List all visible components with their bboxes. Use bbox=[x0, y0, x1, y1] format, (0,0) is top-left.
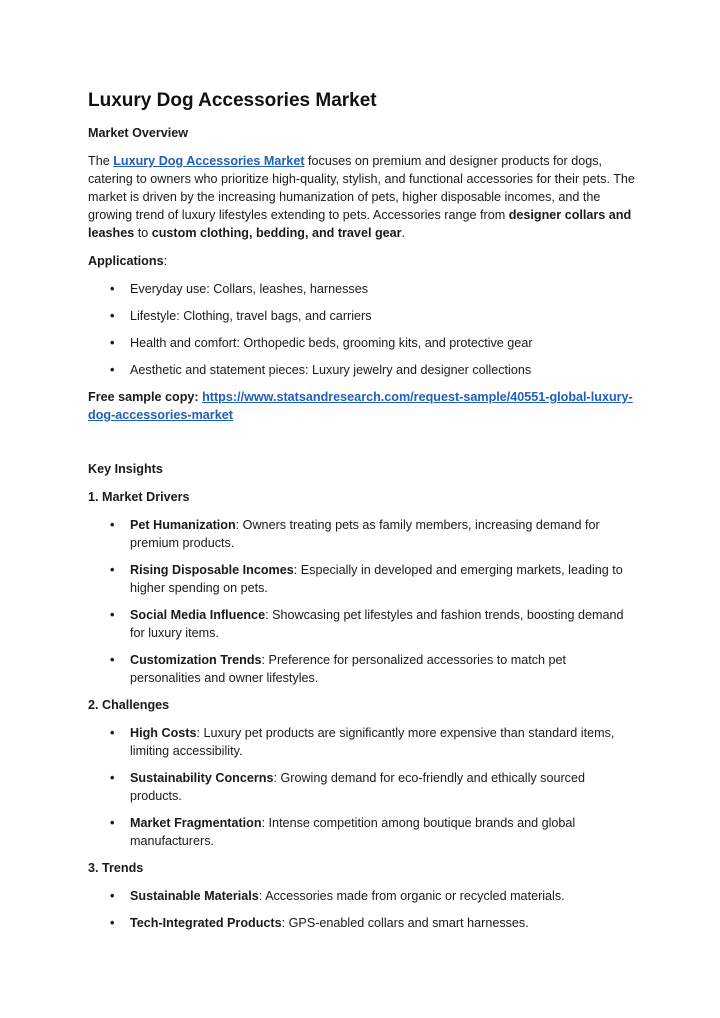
item-term: Customization Trends bbox=[130, 653, 262, 667]
list-item bbox=[88, 334, 640, 352]
document-page bbox=[88, 88, 640, 941]
challenges-heading: 2. Challenges bbox=[88, 698, 170, 712]
application-text: Everyday use: Collars, leashes, harnesses bbox=[130, 282, 368, 296]
sample-label: Free sample copy: bbox=[88, 390, 203, 404]
bullet: • bbox=[110, 726, 115, 740]
bullet: • bbox=[110, 282, 115, 296]
item-term: Sustainable Materials bbox=[130, 889, 259, 903]
list-item bbox=[88, 516, 640, 552]
page-title: Luxury Dog Accessories Market bbox=[88, 90, 377, 111]
application-text: Health and comfort: Orthopedic beds, grooming kits, and protective gear bbox=[130, 336, 533, 350]
bullet: • bbox=[110, 916, 115, 930]
bullet: • bbox=[110, 653, 115, 667]
sample-link[interactable]: https://www.statsandresearch.com/request-sample/40551-global-luxury-dog-accessories-market bbox=[88, 390, 633, 422]
list-item bbox=[88, 887, 640, 905]
drivers-list bbox=[88, 516, 640, 687]
overview-end: . bbox=[401, 226, 406, 240]
overview-bold-clothing: custom clothing, bedding, and travel gear bbox=[151, 226, 402, 240]
list-item bbox=[88, 561, 640, 597]
overview-intro-prefix: The bbox=[88, 154, 114, 168]
list-item bbox=[88, 769, 640, 805]
item-text: : Owners treating pets as family members, increasing demand for premium products. bbox=[130, 518, 600, 550]
bullet: • bbox=[110, 608, 115, 622]
item-text: : Growing demand for eco-friendly and ethically sourced products. bbox=[130, 771, 585, 803]
list-item bbox=[88, 651, 640, 687]
item-text: : Showcasing pet lifestyles and fashion trends, boosting demand for luxury items. bbox=[130, 608, 624, 640]
trends-list bbox=[88, 887, 640, 932]
list-item bbox=[88, 914, 640, 932]
item-term: Pet Humanization bbox=[130, 518, 236, 532]
bullet: • bbox=[110, 336, 115, 350]
applications-colon: : bbox=[163, 254, 168, 268]
market-link[interactable]: Luxury Dog Accessories Market bbox=[113, 154, 305, 168]
item-text: : Intense competition among boutique brands and global manufacturers. bbox=[130, 816, 576, 848]
item-term: Rising Disposable Incomes bbox=[130, 563, 294, 577]
sample-line bbox=[88, 388, 640, 424]
item-text: : Luxury pet products are significantly more expensive than standard items, limiting accessibility. bbox=[130, 726, 615, 758]
spacer bbox=[88, 434, 640, 460]
item-term: High Costs bbox=[130, 726, 197, 740]
list-item bbox=[88, 814, 640, 850]
drivers-heading: 1. Market Drivers bbox=[88, 490, 190, 504]
applications-heading-line bbox=[88, 252, 640, 270]
bullet: • bbox=[110, 889, 115, 903]
applications-heading: Applications bbox=[88, 254, 164, 268]
challenges-list bbox=[88, 724, 640, 850]
applications-list bbox=[88, 280, 640, 379]
bullet: • bbox=[110, 563, 115, 577]
list-item bbox=[88, 724, 640, 760]
trends-heading: 3. Trends bbox=[88, 861, 144, 875]
overview-bold-collars: designer collars and leashes bbox=[88, 208, 632, 240]
bullet: • bbox=[110, 771, 115, 785]
overview-heading: Market Overview bbox=[88, 126, 189, 140]
application-text: Aesthetic and statement pieces: Luxury jewelry and designer collections bbox=[130, 363, 532, 377]
item-text: : GPS-enabled collars and smart harnesses. bbox=[281, 916, 529, 930]
application-text: Lifestyle: Clothing, travel bags, and carriers bbox=[130, 309, 372, 323]
item-term: Market Fragmentation bbox=[130, 816, 262, 830]
item-term: Tech-Integrated Products bbox=[130, 916, 282, 930]
list-item bbox=[88, 280, 640, 298]
overview-intro-text: focuses on premium and designer products for dogs, catering to owners who prioritize high-quality, stylish, and functional accessories for their pets. The market is driven by the increasing humanization of pets, higher disposable incomes, and the growing trend of luxury lifestyles extending to pets. Accessories range from bbox=[88, 154, 635, 222]
bullet: • bbox=[110, 816, 115, 830]
item-text: : Accessories made from organic or recycled materials. bbox=[258, 889, 565, 903]
insights-heading: Key Insights bbox=[88, 462, 163, 476]
bullet: • bbox=[110, 309, 115, 323]
list-item bbox=[88, 307, 640, 325]
bullet: • bbox=[110, 518, 115, 532]
overview-paragraph bbox=[88, 152, 640, 242]
item-term: Social Media Influence bbox=[130, 608, 266, 622]
list-item bbox=[88, 361, 640, 379]
item-text: : Preference for personalized accessories to match pet personalities and owner lifestyles. bbox=[130, 653, 567, 685]
item-term: Sustainability Concerns bbox=[130, 771, 274, 785]
list-item bbox=[88, 606, 640, 642]
bullet: • bbox=[110, 363, 115, 377]
overview-connector: to bbox=[134, 226, 152, 240]
item-text: : Especially in developed and emerging markets, leading to higher spending on pets. bbox=[130, 563, 623, 595]
